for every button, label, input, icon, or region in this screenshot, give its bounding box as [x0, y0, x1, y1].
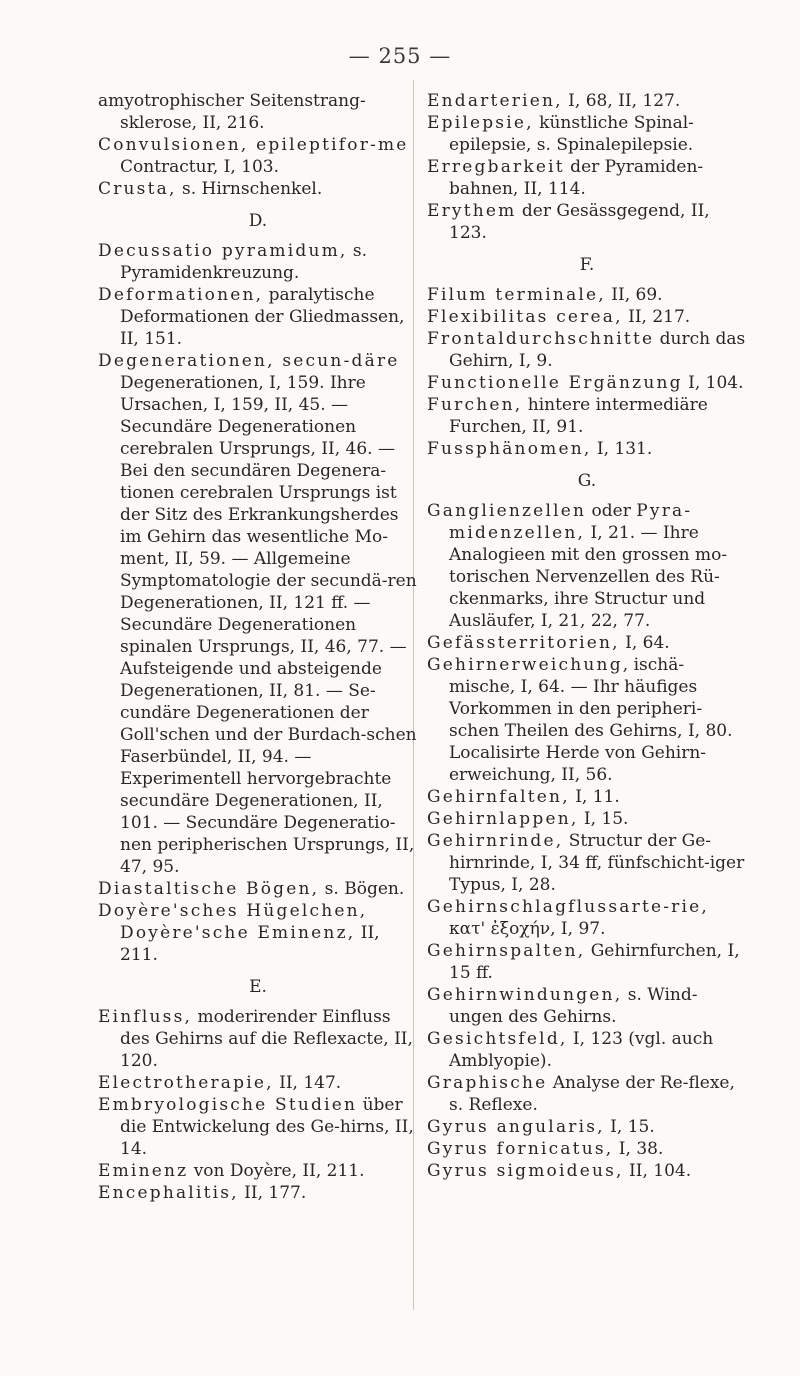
- entry-text: , ischä-mische, I, 64. — Ihr häufiges Vorkommen in den peripheri-schen Theilen des Gehirns, I, 80. Localisirte Herde von Gehirn-erweichung, II, 56.: [449, 655, 733, 785]
- entry-text: Gehirnfurchen, I, 15 ff.: [449, 941, 740, 983]
- index-entry: [427, 438, 747, 460]
- section-letter: G.: [577, 471, 597, 491]
- index-entry: [427, 284, 747, 306]
- entry-headword: Gehirnwindungen,: [427, 985, 623, 1005]
- entry-headword: Gefässterritorien,: [427, 633, 620, 653]
- index-entry: [98, 90, 418, 134]
- entry-headword: Encephalitis,: [98, 1183, 239, 1203]
- entry-headword: Decussatio pyramidum,: [98, 241, 348, 261]
- entry-text: Analyse der Re-flexe, s. Reflexe.: [449, 1073, 735, 1115]
- entry-headword: Ganglienzellen: [427, 501, 587, 521]
- entry-text: oder: [586, 501, 637, 521]
- entry-text: II, 177.: [238, 1183, 307, 1203]
- entry-headword: Eminenz: [98, 1161, 189, 1181]
- index-entry: [427, 200, 747, 244]
- index-entry: [98, 134, 418, 178]
- entry-headword: Electrotherapie,: [98, 1073, 274, 1093]
- entry-text: I, 64.: [619, 633, 670, 653]
- left-column: [98, 90, 418, 1204]
- index-entry: [98, 284, 418, 350]
- index-entry: [427, 1138, 747, 1160]
- entry-text: s. Hirnschenkel.: [176, 179, 323, 199]
- entry-headword: Gehirnerweichung: [427, 655, 623, 675]
- entry-text: I, 15.: [604, 1117, 655, 1137]
- entry-headword: Crusta,: [98, 179, 177, 199]
- entry-headword: Endarterien,: [427, 91, 563, 111]
- index-entry: [427, 830, 747, 896]
- entry-headword: Epilepsie,: [427, 113, 534, 133]
- entry-text: durch das Gehirn, I, 9.: [449, 329, 746, 371]
- index-entry: [427, 1028, 747, 1072]
- entry-text: künstliche Spinal-epilepsie, s. Spinalepilepsie.: [449, 113, 694, 155]
- entry-text: von Doyère, II, 211.: [188, 1161, 365, 1181]
- entry-headword: Erregbarkeit: [427, 157, 565, 177]
- entry-text: I, 123 (vgl. auch Amblyopie).: [449, 1029, 714, 1071]
- index-entry: [427, 372, 747, 394]
- entry-text: s. Wind-ungen des Gehirns.: [449, 985, 698, 1027]
- entry-headword: Gehirnspalten,: [427, 941, 586, 961]
- entry-headword: Frontaldurchschnitte: [427, 329, 655, 349]
- entry-text: I, 38.: [613, 1139, 664, 1159]
- index-entry: [427, 786, 747, 808]
- entry-headword: Gyrus angularis,: [427, 1117, 605, 1137]
- entry-headword: Furchen,: [427, 395, 523, 415]
- entry-headword: Convulsionen, epileptifor-me: [98, 135, 409, 155]
- index-entry: [427, 394, 747, 438]
- page-number: — 255 —: [348, 44, 452, 68]
- entry-text: II, 147.: [273, 1073, 342, 1093]
- entry-text: s. Bögen.: [319, 879, 405, 899]
- entry-text: II, 69.: [605, 285, 663, 305]
- section-letter: F.: [579, 255, 595, 275]
- entry-text: II, 217.: [622, 307, 691, 327]
- section-letter: E.: [249, 977, 267, 997]
- entry-text: I, 15.: [578, 809, 629, 829]
- index-entry: [427, 306, 747, 328]
- index-entry: [98, 900, 418, 966]
- entry-headword: Fussphänomen,: [427, 439, 592, 459]
- index-entry: [427, 328, 747, 372]
- entry-text: κατ' ἐξοχήν, I, 97.: [449, 919, 606, 939]
- section-letter: D.: [248, 211, 268, 231]
- index-entry: [427, 654, 747, 786]
- entry-headword: Functionelle Ergänzung: [427, 373, 683, 393]
- entry-headword: Gehirnschlagflussarte-rie,: [427, 897, 710, 917]
- entry-text: I, 68, II, 127.: [562, 91, 681, 111]
- entry-text: über die Entwickelung des Ge-hirns, II, 14.: [120, 1095, 414, 1159]
- entry-headword: Filum terminale,: [427, 285, 606, 305]
- index-entry: [427, 112, 747, 156]
- entry-text: paralytische Deformationen der Gliedmassen, II, 151.: [120, 285, 405, 349]
- index-entry: [98, 1160, 418, 1182]
- entry-headword: Graphische: [427, 1073, 548, 1093]
- entry-text: II, 104.: [623, 1161, 692, 1181]
- entry-headword: Pyra-midenzellen,: [449, 501, 693, 543]
- entry-headword: Diastaltische Bögen,: [98, 879, 320, 899]
- index-entry: [427, 156, 747, 200]
- index-entry: [427, 1160, 747, 1182]
- index-entry: [427, 632, 747, 654]
- entry-headword: Embryologische Studien: [98, 1095, 358, 1115]
- entry-headword: Gyrus sigmoideus,: [427, 1161, 624, 1181]
- entry-headword: Gyrus fornicatus,: [427, 1139, 614, 1159]
- index-entry: [427, 1116, 747, 1138]
- index-entry: [427, 90, 747, 112]
- index-entry: [98, 178, 418, 200]
- index-entry: [427, 896, 747, 940]
- index-entry: [427, 940, 747, 984]
- entry-text: I, 104.: [682, 373, 744, 393]
- entry-text: Structur der Ge-hirnrinde, I, 34 ff, fünfschicht-iger Typus, I, 28.: [449, 831, 745, 895]
- entry-headword: Gehirnfalten,: [427, 787, 570, 807]
- entry-text: I, 11.: [569, 787, 620, 807]
- entry-text: Degenerationen, I, 159. Ihre Ursachen, I, 159, II, 45. — Secundäre Degenerationen cerebralen Ursprungs, II, 46. — Bei den secundären Degenera-tionen cerebralen Ursprungs ist der Sitz des Erkrankungsherdes im Gehirn das wesentliche Mo-ment, II, 59. — Allgemeine Symptomatologie der secundä-ren Degenerationen, II, 121 ff. — Secundäre Degenerationen spinalen Ursprungs, II, 46, 77. — Aufsteigende und absteigende Degenerationen, II, 81. — Se-cundäre Degenerationen der Goll'schen und der Burdach-schen Faserbündel, II, 94. — Experimentell hervorgebrachte secundäre Degenerationen, II, 101. — Secundäre Degeneratio-nen peripherischen Ursprungs, II, 47, 95.: [120, 373, 417, 877]
- index-entry: [98, 878, 418, 900]
- entry-text: Contractur, I, 103.: [120, 157, 280, 177]
- entry-headword: Deformationen,: [98, 285, 264, 305]
- entry-text: der Gesässgegend, II, 123.: [449, 201, 710, 243]
- right-column: [427, 90, 747, 1182]
- entry-headword: Degenerationen, secun-däre: [98, 351, 400, 371]
- index-entry: [98, 1094, 418, 1160]
- index-entry: [98, 1182, 418, 1204]
- entry-text: I, 131.: [591, 439, 653, 459]
- index-entry: [98, 350, 418, 878]
- entry-headword: Gehirnrinde,: [427, 831, 564, 851]
- entry-headword: Gesichtsfeld,: [427, 1029, 568, 1049]
- entry-headword: Erythem: [427, 201, 517, 221]
- entry-text: hintere intermediäre Furchen, II, 91.: [449, 395, 708, 437]
- entry-text: I, 21. — Ihre Analogieen mit den grossen mo-torischen Nervenzellen des Rü-ckenmarks, ihre Structur und Ausläufer, I, 21, 22, 77.: [449, 523, 728, 631]
- entry-text: moderirender Einfluss des Gehirns auf die Reflexacte, II, 120.: [120, 1007, 413, 1071]
- entry-headword: Doyère'sches Hügelchen, Doyère'sche Eminenz,: [98, 901, 368, 943]
- index-entry: [98, 240, 418, 284]
- entry-text: der Pyramiden-bahnen, II, 114.: [449, 157, 704, 199]
- entry-text: II, 211.: [120, 923, 380, 965]
- entry-headword: Einfluss,: [98, 1007, 193, 1027]
- index-entry: [98, 1072, 418, 1094]
- entry-text: amyotrophischer Seitenstrang-sklerose, II, 216.: [98, 91, 366, 133]
- entry-text: s. Pyramidenkreuzung.: [120, 241, 368, 283]
- entry-headword: Flexibilitas cerea,: [427, 307, 623, 327]
- index-entry: [427, 984, 747, 1028]
- index-entry: [427, 1072, 747, 1116]
- index-entry: [98, 1006, 418, 1072]
- index-entry: [427, 500, 747, 632]
- index-entry: [427, 808, 747, 830]
- entry-headword: Gehirnlappen,: [427, 809, 579, 829]
